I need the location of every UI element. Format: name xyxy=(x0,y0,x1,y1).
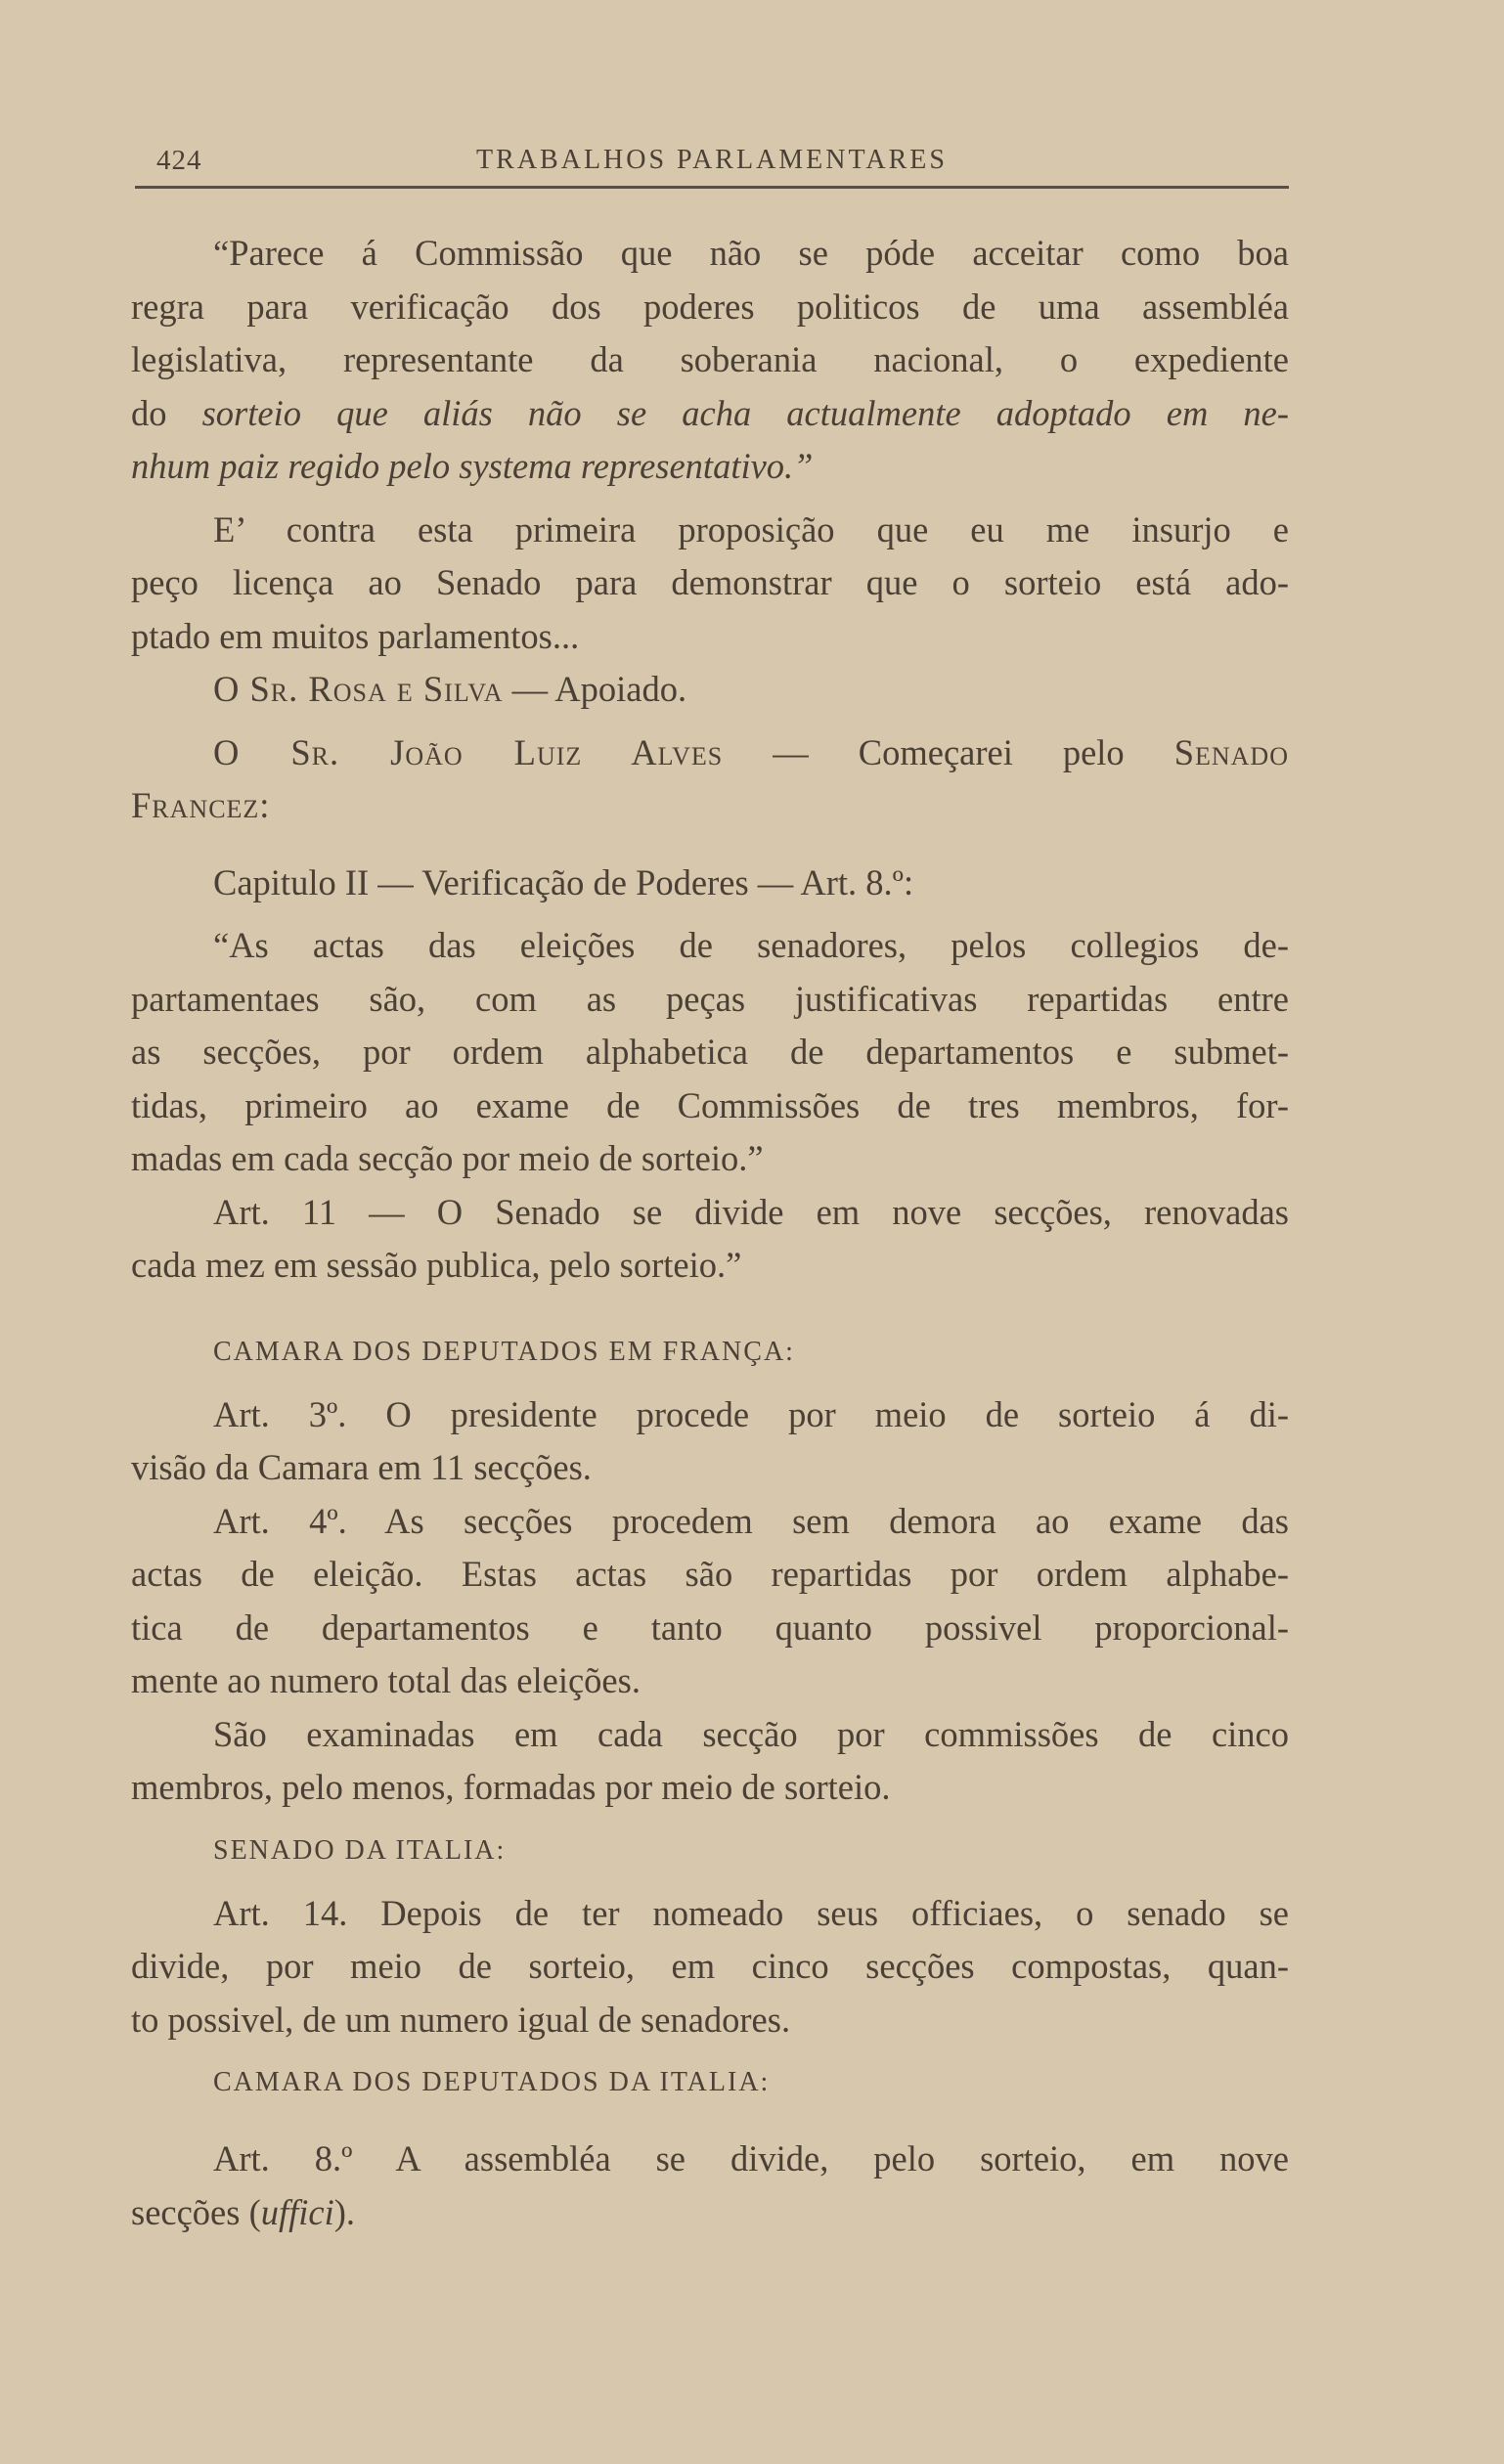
chapter-line: Capitulo II — Verificação de Poderes — Art. 8.º: xyxy=(213,861,914,902)
text-line: Art. 8.º A assembléa se divide, pelo sorteio, em nove xyxy=(213,2138,1289,2178)
text-line: cada mez em sessão publica, pelo sorteio.” xyxy=(131,1245,742,1285)
text-line: tidas, primeiro ao exame de Commissões de tres membros, for- xyxy=(131,1084,1289,1125)
text-line: peço licença ao Senado para demonstrar que o sorteio está ado- xyxy=(131,562,1289,602)
text-line: tica de departamentos e tanto quanto possivel proporcional- xyxy=(131,1606,1289,1648)
text-line: ptado em muitos parlamentos... xyxy=(131,615,580,656)
text-line: visão da Camara em 11 secções. xyxy=(131,1447,592,1487)
text-line: divide, por meio de sorteio, em cinco secções compostas, quan- xyxy=(131,1946,1289,1986)
text-line xyxy=(131,2186,1289,2240)
running-title: TRABALHOS PARLAMENTARES xyxy=(476,145,948,175)
text-run: secções ( xyxy=(131,2191,261,2232)
text-line: Francez: xyxy=(131,785,271,825)
page-body xyxy=(131,227,1289,2239)
text-line: membros, pelo menos, formadas por meio de sorteio. xyxy=(131,1767,891,1807)
quote-art-8 xyxy=(131,919,1289,1186)
art-8-italia xyxy=(131,2133,1289,2239)
italic-text: sorteio que aliás não se acha actualmente adoptado em ne- xyxy=(201,392,1290,433)
speech-joao-luiz-alves xyxy=(131,726,1289,833)
text-line: regra para verificação dos poderes politicos de uma assembléa xyxy=(131,286,1289,327)
speech-text: — Apoiado. xyxy=(503,669,687,709)
art-4 xyxy=(131,1495,1289,1708)
page-number: 424 xyxy=(156,145,202,176)
text-run: do xyxy=(131,392,202,433)
section-heading-camara-franca: CAMARA DOS DEPUTADOS EM FRANÇA: xyxy=(213,1336,795,1367)
page-header xyxy=(135,137,1289,189)
text-line: Art. 14. Depois de ter nomeado seus officiaes, o senado se xyxy=(213,1892,1289,1933)
text-line xyxy=(131,387,1289,441)
text-line: as secções, por ordem alphabetica de departamentos e submet- xyxy=(131,1032,1289,1072)
text-line: “Parece á Commissão que não se póde acceitar como boa xyxy=(213,233,1289,273)
paragraph xyxy=(131,1708,1289,1815)
speech-rosa-e-silva xyxy=(131,663,1289,717)
quote-art-11 xyxy=(131,1186,1289,1293)
text-line: madas em cada secção por meio de sorteio.” xyxy=(131,1138,764,1178)
text-line: “As actas das eleições de senadores, pelos collegios de- xyxy=(213,925,1289,965)
section-heading-senado-italia: SENADO DA ITALIA: xyxy=(213,1834,507,1866)
text-line: legislativa, representante da soberania nacional, o expediente xyxy=(131,339,1289,379)
text-line: actas de eleição. Estas actas são repartidas por ordem alphabe- xyxy=(131,1554,1289,1594)
speaker-name: O Sr. João Luiz Alves xyxy=(213,731,724,772)
text-line: mente ao numero total das eleições. xyxy=(131,1660,641,1700)
text-line: Art. 11 — O Senado se divide em nove secções, renovadas xyxy=(213,1191,1289,1232)
text-line: Art. 3º. O presidente procede por meio de sorteio á di- xyxy=(213,1393,1289,1434)
speech-text: — Começarei pelo xyxy=(723,731,1125,772)
opening-quote xyxy=(131,227,1289,494)
text-line: nhum paiz regido pelo systema representativo.” xyxy=(131,446,814,486)
text-line: partamentaes são, com as peças justificativas repartidas entre xyxy=(131,978,1289,1019)
art-14 xyxy=(131,1887,1289,2047)
art-3 xyxy=(131,1388,1289,1495)
text-line: to possivel, de um numero igual de senadores. xyxy=(131,1999,791,2040)
section-heading-camara-italia: CAMARA DOS DEPUTADOS DA ITALIA: xyxy=(213,2067,771,2097)
speaker-name: O Sr. Rosa e Silva xyxy=(213,669,504,709)
text-line: São examinadas em cada secção por commissões de cinco xyxy=(213,1713,1289,1754)
text-run: ). xyxy=(333,2191,356,2232)
italic-text: uffici xyxy=(260,2191,334,2232)
text-line: Art. 4º. As secções procedem sem demora ao exame das xyxy=(213,1500,1289,1541)
text-line: E’ contra esta primeira proposição que eu me insurjo e xyxy=(213,508,1289,550)
text-line xyxy=(131,726,1289,780)
speech-text-smallcaps: Senado xyxy=(1173,731,1289,772)
paragraph xyxy=(131,504,1289,664)
